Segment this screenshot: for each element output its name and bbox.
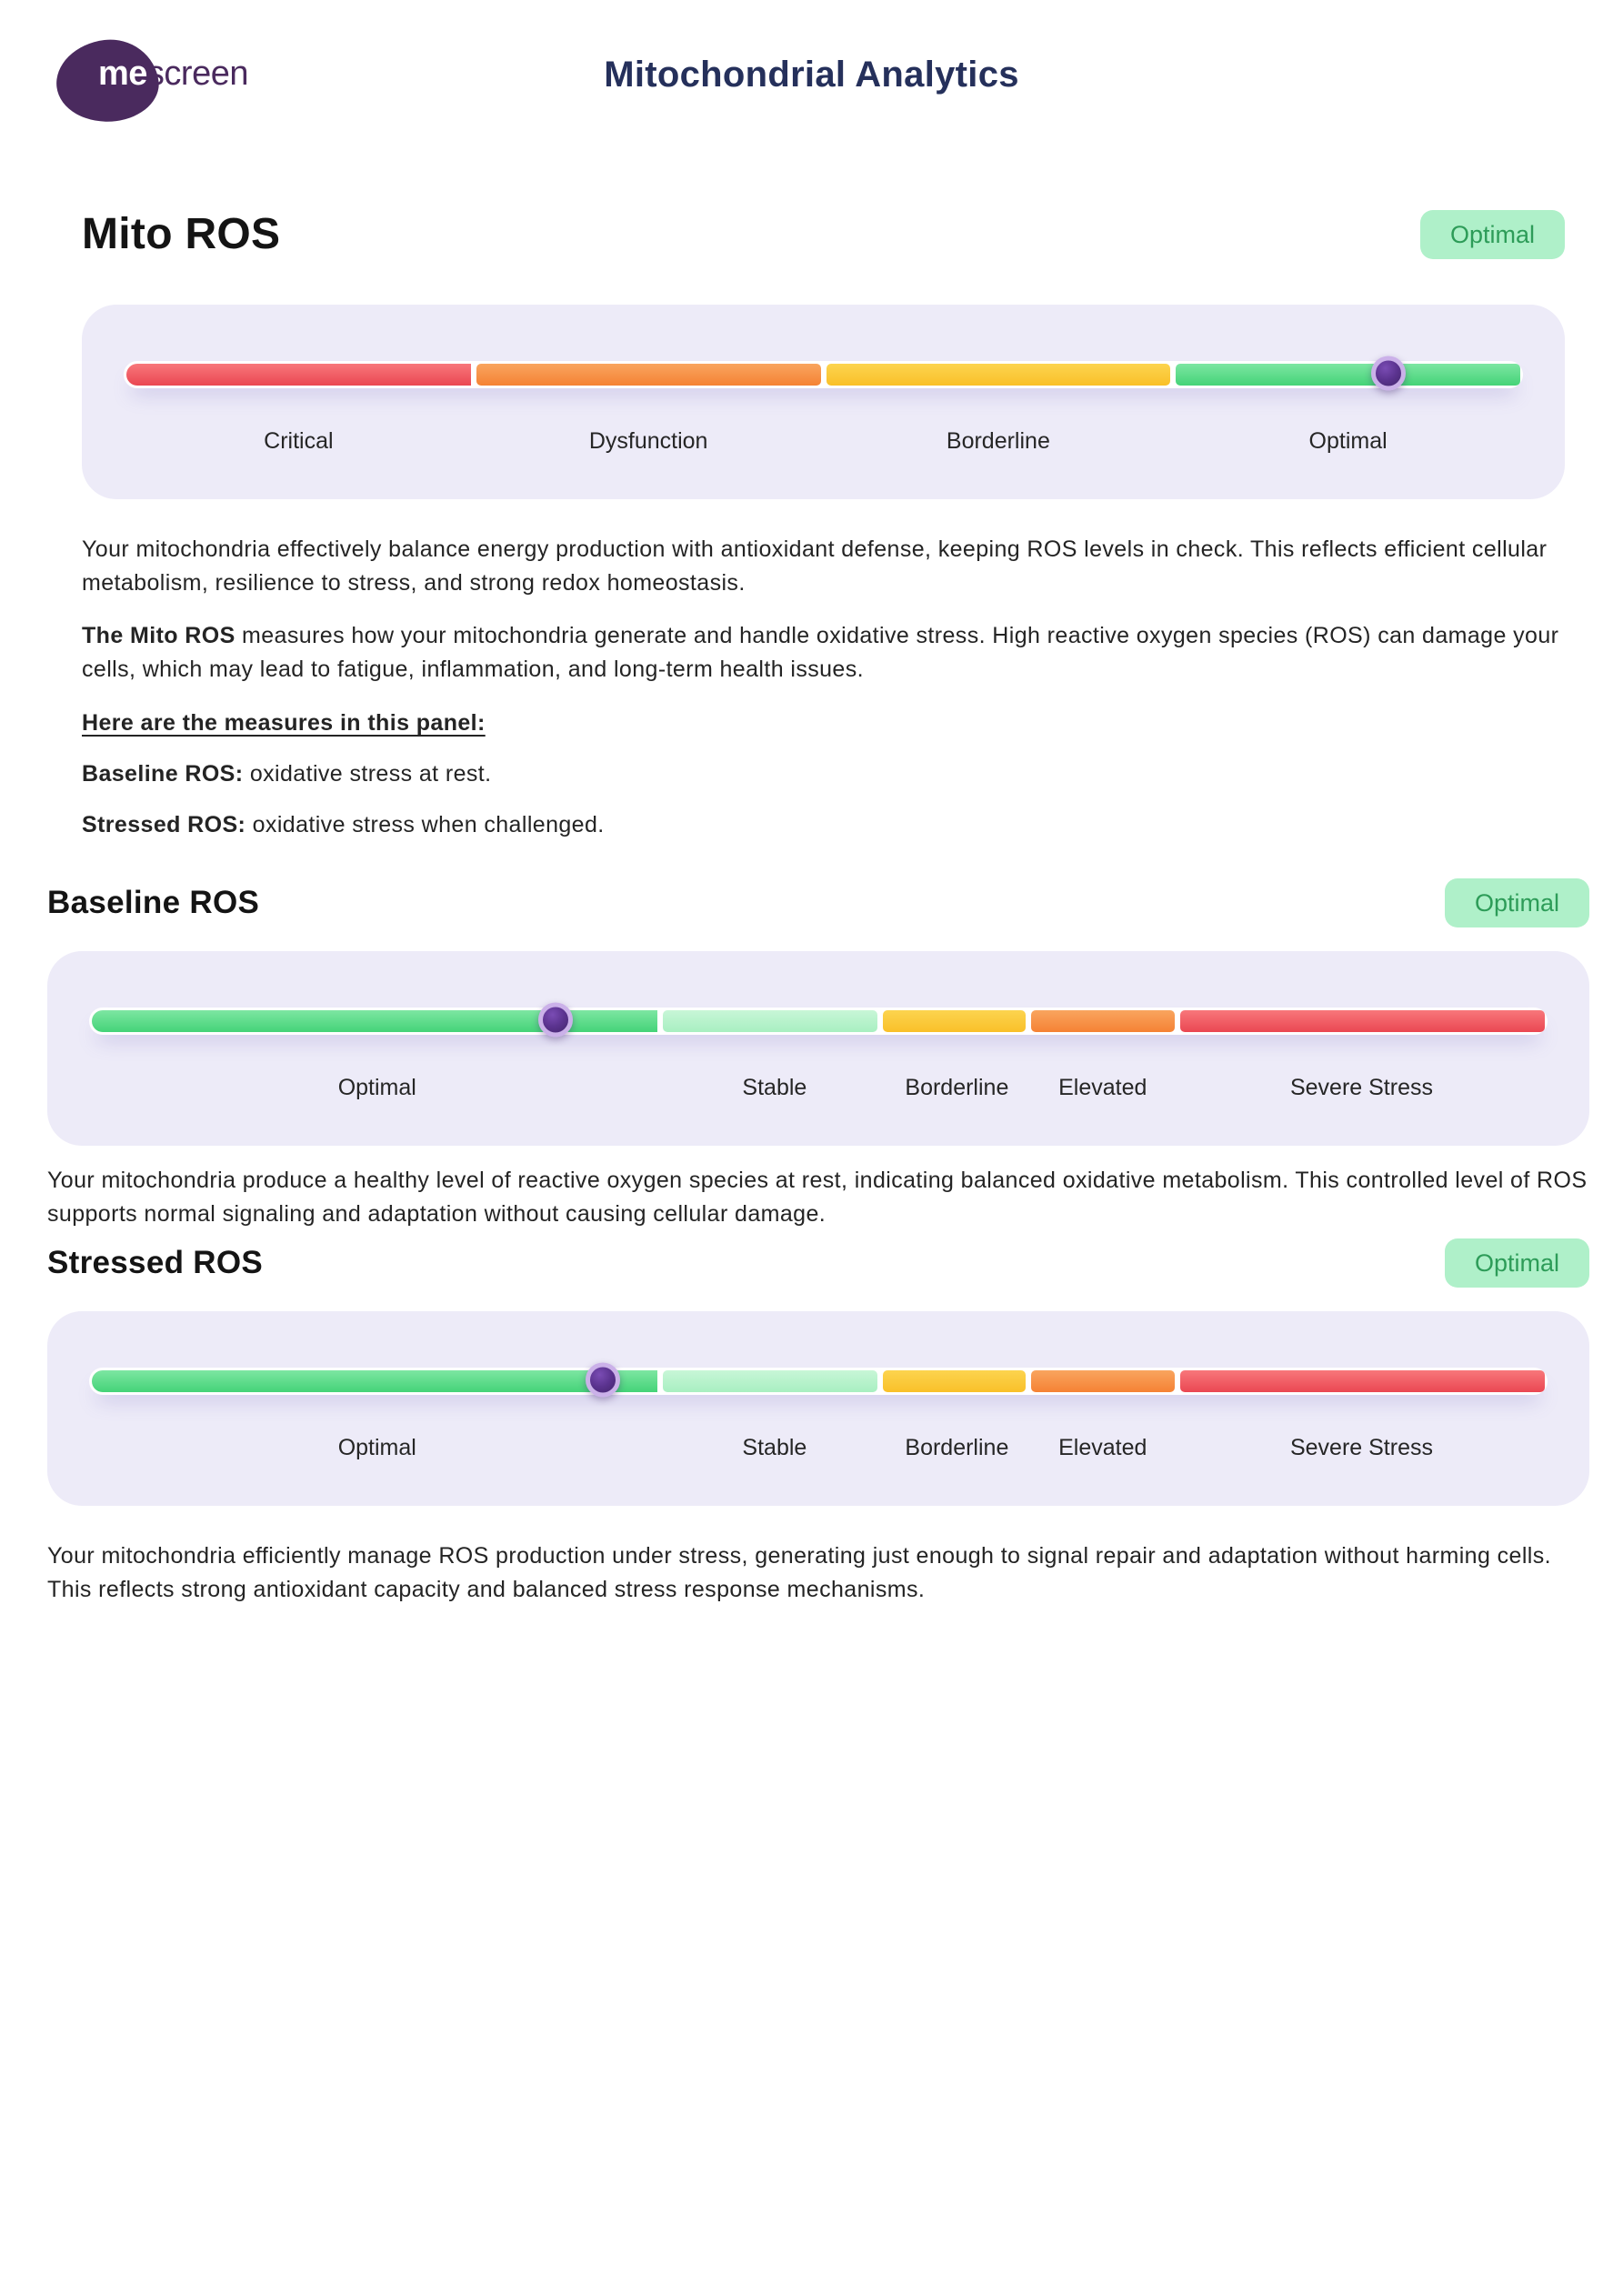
- measures-heading-text: Here are the measures in this panel:: [82, 710, 486, 736]
- gauge-segment-label: Borderline: [946, 428, 1050, 454]
- paragraph-text: Your mitochondria efficiently manage ROS production under stress, generating just enough to signal repair and adaptation without harming cells. This reflects strong antioxidant capacity and balanced stress response mechanisms.: [47, 1543, 1551, 1602]
- gauge-card: [47, 951, 1589, 1146]
- gauge-marker: [1371, 356, 1406, 390]
- gauge-segment-label: Severe Stress: [1289, 1435, 1433, 1460]
- measure-item-stressed: [82, 808, 1565, 842]
- section-stressed-ros: [47, 1238, 1589, 1607]
- status-badge: Optimal: [1445, 878, 1589, 927]
- measure-item-text: oxidative stress at rest.: [243, 761, 492, 787]
- gauge-card: [47, 1311, 1589, 1506]
- gauge-segment-label: Elevated: [1058, 1075, 1147, 1100]
- gauge-segment-stable: [663, 1370, 877, 1392]
- gauge-segment-label: Borderline: [905, 1435, 1009, 1460]
- gauge-marker: [538, 1002, 573, 1037]
- gauge-segment-severe-stress: [1180, 1010, 1545, 1032]
- gauge-segment-stable: [663, 1010, 877, 1032]
- gauge-segment-borderline: [883, 1010, 1026, 1032]
- gauge-bar: [124, 361, 1523, 388]
- gauge-segment-label: Optimal: [337, 1435, 416, 1460]
- gauge-segment-label: Severe Stress: [1289, 1075, 1433, 1100]
- gauge-segment-label: Critical: [264, 428, 334, 454]
- gauge-bar: [89, 1368, 1548, 1395]
- page-title: Mitochondrial Analytics: [604, 55, 1019, 95]
- status-badge: Optimal: [1445, 1238, 1589, 1288]
- gauge-labels: [89, 1435, 1548, 1464]
- result-paragraph: [47, 1539, 1589, 1607]
- status-badge: Optimal: [1420, 210, 1565, 259]
- section-title-stressed-ros: Stressed ROS: [47, 1245, 264, 1280]
- gauge-labels: [89, 1075, 1548, 1104]
- section-header-row: [47, 1238, 1589, 1288]
- gauge-bar: [89, 1008, 1548, 1035]
- measure-item-bold: Baseline ROS:: [82, 761, 244, 787]
- gauge-segment-severe-stress: [1180, 1370, 1545, 1392]
- gauge-segment-label: Elevated: [1058, 1435, 1147, 1460]
- measures-heading: [82, 707, 1565, 740]
- section-title-mito-ros: Mito ROS: [82, 210, 281, 258]
- gauge-segment-label: Stable: [742, 1075, 807, 1100]
- measure-item-text: oxidative stress when challenged.: [245, 812, 605, 837]
- logo-screen-text: screen: [146, 55, 248, 93]
- gauge-labels: [124, 428, 1523, 457]
- gauge-segment-elevated: [1031, 1010, 1174, 1032]
- gauge-segment-optimal: [92, 1370, 657, 1392]
- gauge-segment-critical: [126, 364, 471, 386]
- paragraph-text: Your mitochondria effectively balance energy production with antioxidant defense, keeping ROS levels in check. This reflects efficient cellular metabolism, resilience to stress, and strong redox homeostasis.: [82, 536, 1548, 596]
- section-title-baseline-ros: Baseline ROS: [47, 885, 260, 920]
- gauge-mito-ros: [124, 361, 1523, 457]
- section-mito-ros: [82, 209, 1565, 842]
- measure-item-bold: Stressed ROS:: [82, 812, 246, 837]
- gauge-stressed-ros: [89, 1368, 1548, 1464]
- section-baseline-ros: [47, 878, 1589, 1231]
- explainer-paragraph: [82, 619, 1565, 687]
- gauge-segment-label: Borderline: [905, 1075, 1009, 1100]
- gauge-segment-optimal: [1176, 364, 1520, 386]
- paragraph-bold: The Mito ROS: [82, 623, 235, 648]
- gauge-segment-elevated: [1031, 1370, 1174, 1392]
- gauge-segment-borderline: [883, 1370, 1026, 1392]
- gauge-segment-label: Optimal: [1308, 428, 1388, 454]
- gauge-segment-label: Optimal: [337, 1075, 416, 1100]
- gauge-segment-label: Dysfunction: [588, 428, 708, 454]
- logo-me-text: me: [98, 55, 147, 93]
- gauge-segment-label: Stable: [742, 1435, 807, 1460]
- gauge-marker: [586, 1362, 620, 1397]
- gauge-card: [82, 305, 1565, 499]
- gauge-baseline-ros: [89, 1008, 1548, 1104]
- measure-item-baseline: [82, 757, 1565, 791]
- section-header-row: [47, 878, 1589, 927]
- result-paragraph: [47, 1164, 1589, 1231]
- gauge-segment-borderline: [827, 364, 1171, 386]
- section-header-row: [82, 209, 1565, 259]
- paragraph-text: measures how your mitochondria generate and handle oxidative stress. High reactive oxygen species (ROS) can damage your cells, which may lead to fatigue, inflammation, and long-term health issues.: [82, 623, 1559, 682]
- gauge-segment-dysfunction: [476, 364, 821, 386]
- result-paragraph: [82, 533, 1565, 600]
- paragraph-text: Your mitochondria produce a healthy level of reactive oxygen species at rest, indicating balanced oxidative metabolism. This controlled level of ROS supports normal signaling and adaptation without causing cellular damage.: [47, 1168, 1588, 1227]
